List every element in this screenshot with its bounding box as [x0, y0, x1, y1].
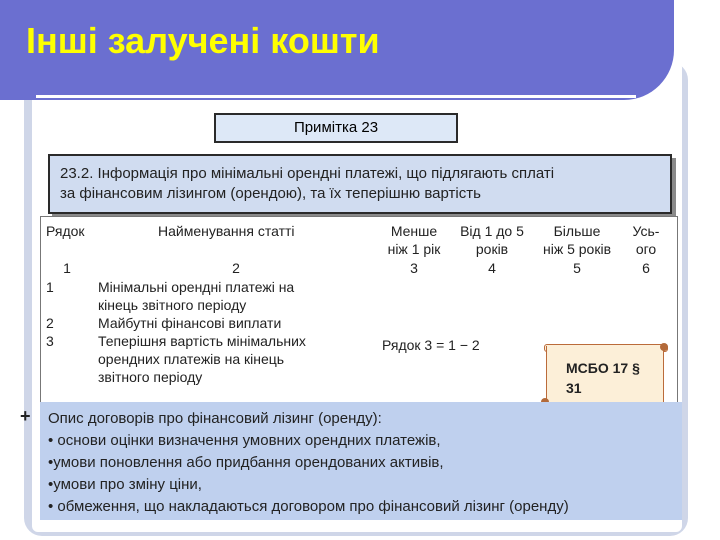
header-col3: [378, 222, 450, 258]
formula-text: Рядок 3 = 1 − 2: [382, 337, 480, 353]
row-number: 1: [46, 279, 54, 295]
col-number: 1: [63, 260, 71, 276]
header-col5-line1: Більше: [553, 223, 601, 239]
row-number: 3: [46, 333, 54, 349]
header-col5: [534, 222, 620, 258]
header-col3-line1: Менше: [390, 223, 438, 239]
header-row: Рядок: [46, 223, 85, 239]
info-heading-box: [48, 154, 672, 214]
callout-dot-icon: [660, 343, 668, 351]
note-label: Примітка 23: [214, 113, 458, 143]
plus-marker: +: [20, 406, 31, 426]
callout-line2: 31: [566, 380, 582, 396]
row-name: звітного періоду: [98, 369, 203, 385]
col-number: 3: [410, 260, 418, 276]
info-heading: [60, 164, 660, 204]
row-number: 2: [46, 315, 54, 331]
row-name: Теперішня вартість мінімальних: [98, 333, 306, 349]
header-col4-line2: років: [475, 241, 509, 257]
row-name: кінець звітного періоду: [98, 297, 247, 313]
slide-title: Інші залучені кошти: [26, 20, 380, 61]
header-name: Найменування статті: [158, 223, 295, 239]
row-name: орендних платежів на кінець: [98, 351, 285, 367]
callout-text: [566, 358, 640, 398]
bullet-list: [48, 408, 569, 518]
bullet-item: • обмеження, що накладаються договором про фінансовий лізинг (оренду): [48, 498, 569, 515]
col-number: 6: [642, 260, 650, 276]
info-heading-line1: 23.2. Інформація про мінімальні орендні платежі, що підлягають сплаті: [60, 165, 555, 182]
bullet-heading: Опис договорів про фінансовий лізинг (оренду):: [48, 410, 382, 427]
header-col4: [450, 222, 534, 258]
header-col4-line1: Від 1 до 5: [460, 223, 524, 239]
header-col6-line1: Усь-: [632, 223, 660, 239]
row-name: Мінімальні орендні платежі на: [98, 279, 295, 295]
bullet-item: •умови про зміну ціни,: [48, 476, 202, 493]
col-number: 5: [573, 260, 581, 276]
callout-line1: МСБО 17 §: [566, 360, 640, 376]
col-number: 4: [488, 260, 496, 276]
header-col5-line2: ніж 5 років: [542, 241, 612, 257]
info-heading-line2: за фінансовим лізингом (орендою), та їх теперішню вартість: [60, 185, 481, 202]
title-underline: [36, 95, 636, 98]
title-bar: [0, 0, 674, 100]
header-col6-line2: ого: [635, 241, 657, 257]
row-name: Майбутні фінансові виплати: [98, 315, 282, 331]
header-col3-line2: ніж 1 рік: [387, 241, 441, 257]
row-names: [98, 278, 373, 386]
bullet-item: • основи оцінки визначення умовних орендних платежів,: [48, 432, 441, 449]
col-number: 2: [232, 260, 240, 276]
bullet-item: •умови поновлення або придбання орендованих активів,: [48, 454, 444, 471]
header-col6: [620, 222, 672, 258]
